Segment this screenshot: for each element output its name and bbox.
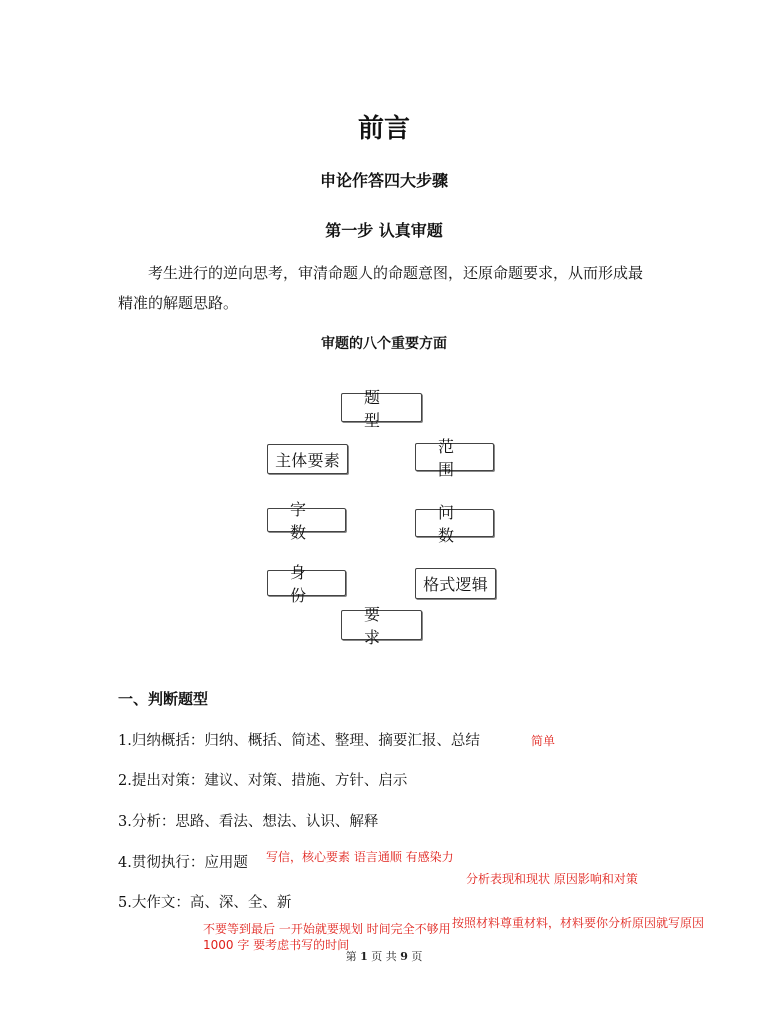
- step-heading: 第一步 认真审题: [325, 221, 443, 240]
- footer-middle: 页 共: [371, 950, 397, 963]
- box-zishu: 字 数: [267, 508, 346, 532]
- box-fanwei: 范 围: [415, 443, 494, 471]
- box-tixing: 题 型: [341, 393, 422, 422]
- annotation-apply: 写信，核心要素 语言通顺 有感染力: [266, 850, 454, 864]
- annotation-simple: 简单: [531, 734, 556, 748]
- section-heading: 一、判断题型: [118, 690, 209, 708]
- footer-suffix: 页: [411, 950, 423, 963]
- box-yaoqiu: 要 求: [341, 610, 422, 640]
- annotation-material: 按照材料尊重材料，材料要你分析原因就写原因: [452, 916, 705, 930]
- intro-line-1: 考生进行的逆向思考，审清命题人的命题意图，还原命题要求，从而形成最: [148, 264, 644, 282]
- list-item: 5.大作文：高、深、全、新: [118, 895, 292, 911]
- footer-total-pages: 9: [400, 950, 408, 963]
- list-item: 1.归纳概括：归纳、概括、简述、整理、摘要汇报、总结: [118, 733, 480, 749]
- list-item: 2.提出对策：建议、对策、措施、方针、启示: [118, 773, 408, 789]
- intro-line-2: 精准的解题思路。: [118, 294, 239, 312]
- annotation-essay-time: 不要等到最后 一开始就要规划 时间完全不够用 1000 字 要考虑书写的时间: [203, 922, 451, 952]
- box-zhuti: 主体要素: [267, 444, 348, 474]
- diagram-title: 审题的八个重要方面: [321, 336, 447, 352]
- page-title: 前言: [357, 114, 410, 144]
- footer-prefix: 第: [345, 950, 357, 963]
- box-wenshu: 问 数: [415, 509, 494, 537]
- page-footer: [0, 948, 768, 964]
- subtitle: 申论作答四大步骤: [319, 171, 448, 190]
- footer-page-number: 1: [360, 950, 368, 963]
- intro-paragraph: [118, 258, 658, 318]
- annotation-analysis: 分析表现和现状 原因影响和对策: [466, 872, 638, 886]
- list-item: 4.贯彻执行：应用题: [118, 855, 248, 871]
- list-item: 3.分析：思路、看法、想法、认识、解释: [118, 814, 379, 830]
- box-shenfen: 身 份: [267, 570, 346, 596]
- box-geshi: 格式逻辑: [415, 568, 496, 599]
